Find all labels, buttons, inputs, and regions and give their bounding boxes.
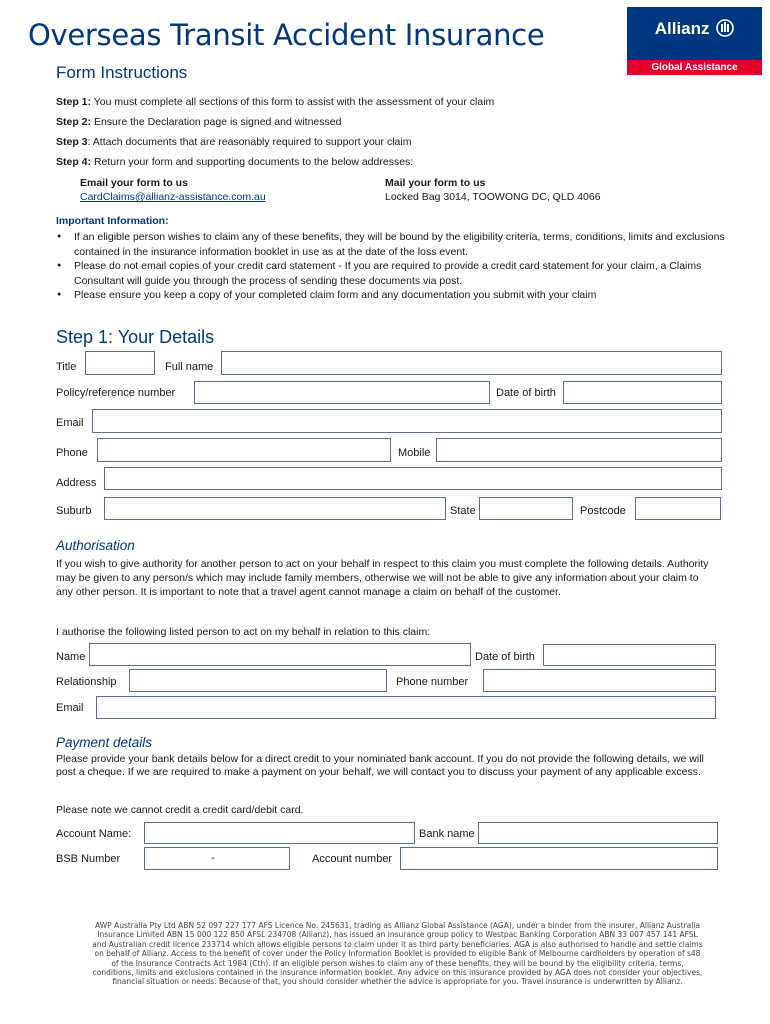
phone-label: Phone (56, 447, 88, 459)
important-info-list (56, 230, 744, 303)
list-item: ● If an eligible person wishes to claim any of these benefits, they will be bound by the eligibility criteria, terms, conditions, limits and exclusions contained in the insurance information booklet in use as at the date of the loss event. (74, 230, 744, 259)
payment-heading: Payment details (56, 735, 153, 750)
authorisation-paragraph: If you wish to give authority for another person to act on your behalf in respect to this claim you must complete the following details. Authority may be given to any person/s which may include family members, otherwise we will not be able to give any information about your claim to any other person. It is important to note that a travel agent cannot manage a claim on behalf of the customer. (56, 558, 709, 598)
bsb-separator: - (211, 852, 215, 864)
legal-disclaimer: AWP Australia Pty Ltd ABN 52 097 227 177 AFS Licence No. 245631, trading as Allianz Global Assistance (AGA), under a binder from the insurer, Allianz Australia Insurance Limited ABN 15 000 122 850 AFSL 234708 (Allianz), has issued an insurance group policy to Westpac Banking Corporation ABN 33 007 457 141 AFSL and Australian credit licence 233714 which allows eligible persons to claim under it as third party beneficiaries. AGA is also authorised to handle and settle claims on behalf of Allianz. Access to the benefit of cover under the Policy Information Booklet is provided to eligible Bank of Melbourne cardholders by operation of s48 of the Insurance Contracts Act 1984 (Cth). If an eligible person wishes to claim any of these benefits, they will be bound by the eligibility criteria, terms, conditions, limits and exclusions contained in the insurance information booklet. Any advice on this insurance provided by AGA does not consider your objectives, financial situation or needs. Because of that, you should consider whether the advice is appropriate for you. Travel insurance is underwritten by Allianz. (92, 921, 703, 987)
dob-field[interactable] (563, 381, 722, 404)
payment-paragraph: Please provide your bank details below for a direct credit to your nominated bank account. If you do not provide the following details, we will post a cheque. If we are required to make a payment on your behalf, we will contact you to discuss your payment of any applicable excess. (56, 753, 704, 778)
allianz-logo (627, 7, 762, 75)
phone-field[interactable] (97, 438, 391, 462)
policy-number-field[interactable] (194, 381, 490, 404)
form-instructions-heading: Form Instructions (56, 63, 188, 82)
mobile-field[interactable] (436, 438, 722, 462)
account-number-field[interactable] (400, 847, 718, 870)
list-item: ● Please ensure you keep a copy of your completed claim form and any documentation you submit with your claim (74, 288, 744, 303)
mail-heading: Mail your form to us (385, 177, 486, 189)
auth-dob-label: Date of birth (475, 651, 535, 663)
account-name-label: Account Name: (56, 828, 132, 840)
fullname-field[interactable] (221, 351, 722, 375)
email-label: Email (56, 417, 84, 429)
authorisation-statement: I authorise the following listed person to act on my behalf in relation to this claim: (56, 626, 431, 638)
step-4-instruction: Step 4: Return your form and supporting documents to the below addresses: (56, 156, 414, 168)
important-info-heading: Important Information: (56, 215, 169, 227)
auth-email-field[interactable] (96, 696, 716, 719)
mobile-label: Mobile (398, 447, 431, 459)
step-1-instruction: Step 1: You must complete all sections of this form to assist with the assessment of your claim (56, 96, 495, 108)
authorisation-heading: Authorisation (56, 538, 135, 553)
bsb-label: BSB Number (56, 853, 121, 865)
address-label: Address (56, 477, 97, 489)
account-number-label: Account number (312, 853, 393, 865)
allianz-eagle-icon (716, 19, 734, 37)
bsb-field[interactable] (144, 847, 290, 870)
policy-label: Policy/reference number (56, 387, 176, 399)
email-field[interactable] (92, 409, 722, 433)
address-field[interactable] (104, 467, 722, 490)
title-field[interactable] (85, 351, 155, 375)
postcode-label: Postcode (580, 505, 626, 517)
auth-dob-field[interactable] (543, 644, 716, 666)
step-2-instruction: Step 2: Ensure the Declaration page is signed and witnessed (56, 116, 342, 128)
suburb-label: Suburb (56, 505, 92, 517)
email-heading: Email your form to us (80, 177, 188, 189)
title-label: Title (56, 361, 77, 373)
your-details-heading: Step 1: Your Details (56, 327, 215, 347)
page-title: Overseas Transit Accident Insurance (28, 18, 545, 52)
suburb-field[interactable] (104, 497, 446, 520)
account-name-field[interactable] (144, 822, 415, 844)
logo-subtitle: Global Assistance (651, 62, 738, 73)
auth-name-field[interactable] (89, 643, 471, 666)
auth-phone-label: Phone number (396, 676, 469, 688)
payment-note: Please note we cannot credit a credit card/debit card. (56, 804, 304, 816)
state-label: State (450, 505, 476, 517)
auth-email-label: Email (56, 702, 84, 714)
list-item: ● Please do not email copies of your credit card statement - If you are required to provide a credit card statement for your claim, a Claims Consultant will guide you through the process of sending these documents via post. (74, 259, 744, 288)
postcode-field[interactable] (635, 497, 721, 520)
mail-address: Locked Bag 3014, TOOWONG DC, QLD 4066 (385, 191, 601, 203)
step-3-instruction: Step 3: Attach documents that are reasonably required to support your claim (56, 136, 412, 148)
bank-name-label: Bank name (419, 828, 475, 840)
auth-phone-field[interactable] (483, 669, 716, 692)
auth-name-label: Name (56, 651, 86, 663)
logo-wordmark: Allianz (627, 19, 762, 39)
state-field[interactable] (479, 497, 573, 520)
claims-email-link[interactable]: CardClaims@allianz-assistance.com.au (80, 191, 266, 203)
fullname-label: Full name (165, 361, 214, 373)
relationship-label: Relationship (56, 676, 117, 688)
bank-name-field[interactable] (478, 822, 718, 844)
dob-label: Date of birth (496, 387, 556, 399)
relationship-field[interactable] (129, 669, 387, 692)
